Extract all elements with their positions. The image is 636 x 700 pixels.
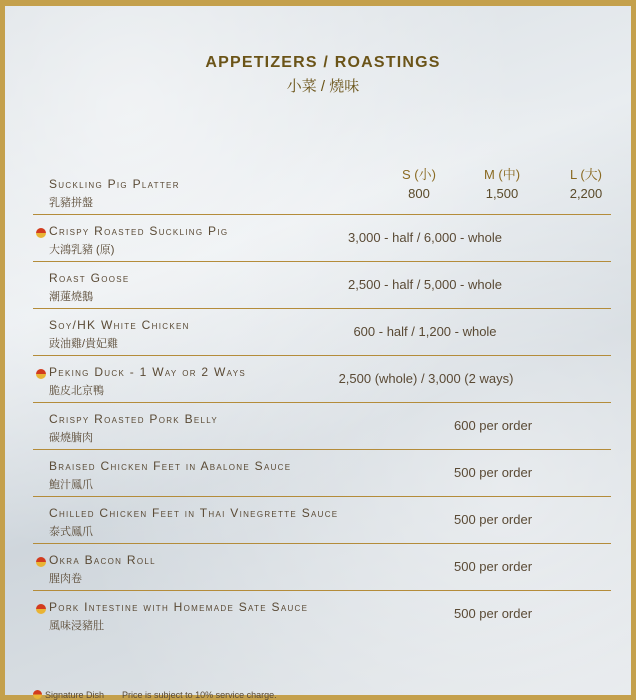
item-chinese-name: 腥肉卷	[49, 573, 82, 585]
item-name: Roast Goose	[49, 271, 130, 285]
item-price: 500 per order	[454, 559, 533, 574]
menu-item-row	[33, 591, 611, 637]
menu-item-row	[33, 544, 611, 590]
item-chinese-name: 鮑汁鳳爪	[49, 479, 93, 491]
item-name: Crispy Roasted Suckling Pig	[49, 224, 229, 238]
menu-item-row	[33, 262, 611, 308]
size-large-price: 2,200	[569, 186, 603, 201]
page-title: APPETIZERS / ROASTINGS	[205, 54, 441, 71]
item-name: Crispy Roasted Pork Belly	[49, 412, 219, 426]
item-price: 600 - half / 1,200 - whole	[353, 324, 497, 339]
menu-item-row	[33, 497, 611, 543]
size-medium-label: M (中)	[483, 167, 521, 182]
menu-item-row	[33, 356, 611, 402]
item-price: 500 per order	[454, 606, 533, 621]
item-price: 500 per order	[454, 512, 533, 527]
item-name: Okra Bacon Roll	[49, 553, 156, 567]
menu-item-row	[33, 215, 611, 261]
item-chinese-name: 風味浸豬肚	[49, 620, 104, 632]
item-price: 2,500 - half / 5,000 - whole	[348, 277, 502, 292]
menu-item-row	[33, 450, 611, 496]
signature-dish-icon	[36, 369, 46, 379]
signature-dish-icon	[36, 557, 46, 567]
footer	[33, 690, 277, 700]
item-price: 500 per order	[454, 465, 533, 480]
item-name: Soy/HK White Chicken	[49, 318, 190, 332]
item-name: Suckling Pig Platter	[49, 177, 180, 191]
signature-dish-icon	[36, 228, 46, 238]
size-small-price: 800	[408, 186, 430, 201]
menu-item-row	[33, 403, 611, 449]
item-chinese-name: 乳豬拼盤	[49, 197, 93, 209]
page-subtitle: 小菜 / 燒味	[286, 78, 360, 95]
item-name: Chilled Chicken Feet in Thai Vinegrette Sauce	[49, 506, 339, 520]
menu-item-row	[33, 168, 611, 214]
item-name: Peking Duck - 1 Way or 2 Ways	[49, 365, 246, 379]
signature-dish-icon	[36, 604, 46, 614]
size-small-label: S (小)	[402, 167, 436, 182]
service-charge-note: Price is subject to 10% service charge.	[122, 690, 277, 700]
signature-dish-icon	[33, 690, 42, 699]
item-chinese-name: 脆皮北京鴨	[49, 385, 104, 397]
size-medium-price: 1,500	[485, 186, 519, 201]
menu-item-row	[33, 309, 611, 355]
item-chinese-name: 潮蓮燒鵝	[49, 291, 93, 303]
signature-dish-label: Signature Dish	[45, 690, 105, 700]
item-chinese-name: 泰式鳳爪	[49, 526, 93, 538]
item-chinese-name: 大鴻乳豬 (原)	[49, 244, 115, 256]
item-name: Braised Chicken Feet in Abalone Sauce	[49, 459, 292, 473]
item-price: 3,000 - half / 6,000 - whole	[348, 230, 502, 245]
item-chinese-name: 碳燒腩肉	[49, 432, 93, 444]
item-price: 600 per order	[454, 418, 533, 433]
item-name: Pork Intestine with Homemade Sate Sauce	[49, 600, 309, 614]
item-chinese-name: 豉油雞/貴妃雞	[49, 338, 119, 350]
item-price: 2,500 (whole) / 3,000 (2 ways)	[338, 371, 514, 386]
size-large-label: L (大)	[569, 167, 603, 182]
